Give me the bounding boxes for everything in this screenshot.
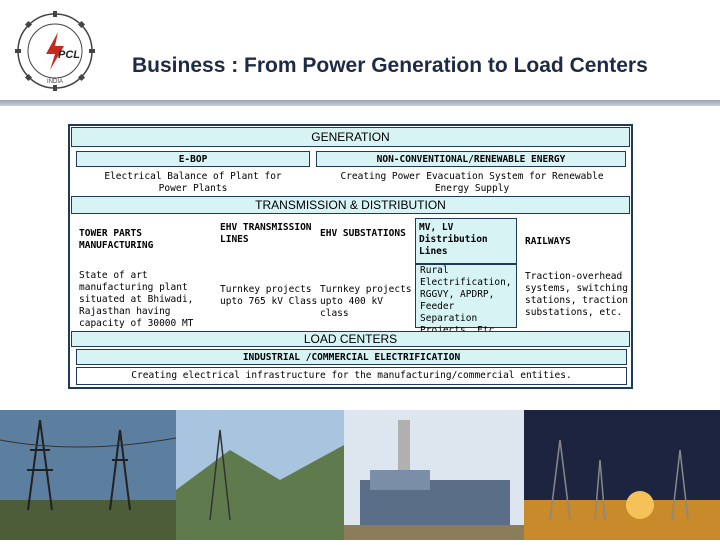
ehv-lines-header: EHV TRANSMISSION LINES	[220, 222, 312, 245]
industrial-header-text: INDUSTRIAL /COMMERCIAL ELECTRIFICATION	[242, 352, 461, 363]
ebop-header-text: E-BOP	[178, 154, 208, 165]
tower-parts-desc: State of art manufacturing plant situated at Bhiwadi, Rajasthan having capacity of 30000 MT	[79, 270, 194, 329]
ehv-substations-desc: Turnkey projects upto 400 kV class	[320, 284, 412, 319]
photo-substation-night	[524, 410, 720, 540]
renewable-header-text: NON-CONVENTIONAL/RENEWABLE ENERGY	[376, 154, 566, 165]
header-divider	[0, 100, 720, 106]
renewable-header	[316, 151, 626, 167]
ebop-header	[76, 151, 310, 167]
logo-bottom-text: INDIA	[46, 79, 64, 85]
transmission-band	[71, 196, 630, 214]
logo-text: PCL	[58, 49, 80, 61]
mv-lv-header: MV, LV Distribution Lines	[419, 222, 488, 257]
ebop-desc: Electrical Balance of Plant for Power Plants	[104, 171, 282, 194]
ehv-lines-desc: Turnkey projects upto 765 kV Class	[220, 284, 318, 307]
tower-parts-header: TOWER PARTS MANUFACTURING	[79, 228, 154, 251]
page-title: Business : From Power Generation to Load Centers	[132, 54, 648, 77]
railways-desc: Traction-overhead systems, switching stations, traction substations, etc.	[525, 271, 628, 318]
load-centers-band	[71, 331, 630, 347]
railways-header: RAILWAYS	[525, 236, 571, 247]
transmission-label: TRANSMISSION & DISTRIBUTION	[255, 198, 446, 212]
mv-lv-desc: Rural Electrification, RGGVY, APDRP, Feeder Separation	[420, 265, 512, 324]
photo-mountain-lines	[176, 410, 344, 540]
photo-transmission-towers	[0, 410, 176, 540]
renewable-desc: Creating Power Evacuation System for Renewable Energy Supply	[340, 171, 604, 194]
generation-label: GENERATION	[311, 130, 390, 144]
load-centers-label: LOAD CENTERS	[303, 332, 398, 346]
company-logo	[14, 10, 96, 92]
photo-power-plant	[344, 410, 524, 540]
industrial-desc-box	[76, 367, 627, 385]
industrial-header	[76, 349, 627, 365]
generation-band	[71, 127, 630, 147]
ehv-substations-header: EHV SUBSTATIONS	[320, 228, 406, 239]
photo-strip	[0, 410, 720, 540]
industrial-desc: Creating electrical infrastructure for the manufacturing/commercial entities.	[131, 370, 572, 381]
